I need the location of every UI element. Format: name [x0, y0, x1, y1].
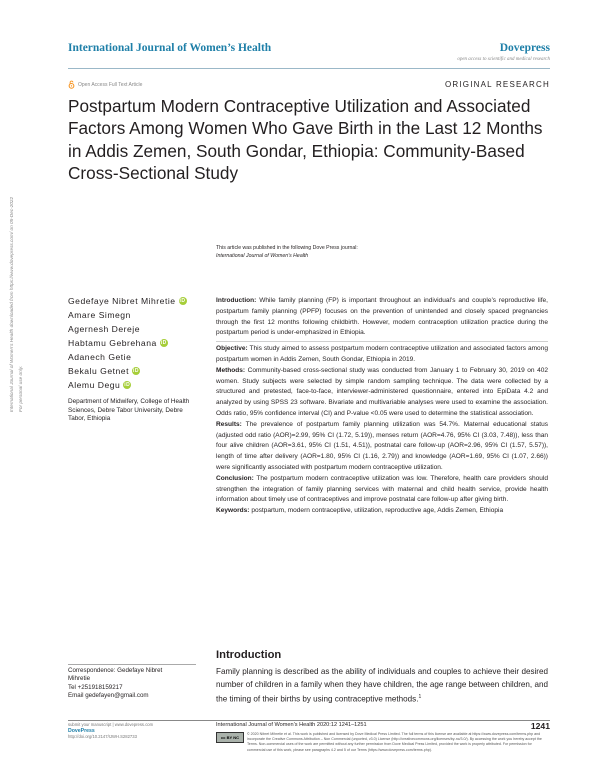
journal-name: International Journal of Women’s Health — [68, 42, 272, 54]
publisher-logo[interactable]: Dovepress — [499, 42, 550, 54]
orcid-icon[interactable]: iD — [179, 298, 186, 304]
correspondence: Correspondence: Gedefaye Nibret Mihretie Tel +251918159217 Email gedefayen@gmail.com — [68, 667, 196, 700]
publication-note — [216, 244, 358, 260]
abstract — [216, 296, 548, 517]
introduction-heading: Introduction — [216, 649, 282, 661]
orcid-icon[interactable]: iD — [132, 368, 139, 374]
license-text: © 2020 Nibret Mihretie et al. This work is published and licensed by Dove Medical Press Limited. The full terms of this license are available at https://www.dovepress.com/terms.php and incorporate the Creative Commons Attribution – Non Commercial (unported, v3.0) License (http://creativecommons.org/licenses/by-nc/3.0/). By accessing the work you hereby accept the Terms. Non-commercial uses of the work are permitted without any further permission from Dove Medical Press Limited, provided the work is properly attributed. For permission for commercial use of this work, please see paragraphs 4.2 and 5 of our Terms (https://www.dovepress.com/terms.php). — [247, 732, 542, 752]
abstract-methods: Methods: Community-based cross-sectional study was conducted from January 1 to February 30, 2019 on 402 women. Study subjects were selected by simple random sampling technique. The data were collected by a structured and pretested, face-to-face, interviewer-administered questionnaire, entered into EpiData 4.2 and analyzed by using SPSS 23 software. Bivariate and multivariable analyses were used to examine the association. Odds ratio, 95% confidence interval (CI) and P-value <0.05 were used to determine the statistical association. — [216, 366, 548, 417]
open-access-label: Open Access Full Text Article — [78, 81, 143, 88]
abstract-objective: Objective: This study aimed to assess postpartum modern contraceptive utilization and associated factors among postpartum women in Addis Zemen, South Gondar, Ethiopia in 2019. — [216, 345, 548, 363]
open-access-badge — [68, 80, 142, 89]
open-access-icon — [68, 80, 75, 89]
submit-link[interactable]: submit your manuscript | www.dovepress.com — [68, 722, 154, 727]
abstract-introduction: Introduction: While family planning (FP) is important throughout an individual’s and couple’s reproductive life, postpartum family planning (PPFP) focuses on the prevention of unintended and closely spaced pregnancies through the first 12 months following childbirth. However, modern contraception utilization practice during the postpartum period is under-emphasized in Ethiopia. — [216, 296, 548, 342]
publication-note-journal: International Journal of Women’s Health — [216, 253, 309, 259]
header-divider — [68, 68, 550, 69]
orcid-icon[interactable]: iD — [124, 382, 131, 388]
article-title: Postpartum Modern Contraceptive Utilization and Associated Factors Among Women Who Gave Birth in the Last 12 Months in Addis Zemen, South Gondar, Ethiopia: Community-Based Cross-Sectional Study — [68, 96, 543, 183]
download-notice: International Journal of Women’s Health downloaded from https://www.dovepress.com/ on 05-Dec-2022 — [9, 196, 14, 412]
abstract-conclusion: Conclusion: The postpartum modern contraceptive utilization was low. Therefore, health care providers should strengthen the integration of family planning services with maternal and child health service, provide health information about timely use of contraceptives and improve postnatal care follow-up after giving birth. — [216, 474, 548, 504]
author[interactable]: Amare Simegn — [68, 310, 131, 320]
personal-use-notice: For personal use only. — [18, 365, 23, 412]
reference-marker[interactable]: 1 — [418, 694, 422, 700]
publisher-tagline: open access to scientific and medical research — [457, 57, 550, 62]
creative-commons-icon[interactable]: cc BY NC — [216, 732, 244, 743]
dovepress-logo[interactable]: DovePress — [68, 728, 95, 734]
footer-links — [68, 722, 196, 740]
affiliation: Department of Midwifery, College of Health Sciences, Debre Tabor University, Debre Tabor, Ethiopia — [68, 398, 190, 422]
author[interactable]: Bekalu Getnet iD — [68, 366, 139, 376]
publication-note-line: This article was published in the following Dove Press journal: — [216, 245, 358, 251]
article-type: ORIGINAL RESEARCH — [444, 80, 550, 89]
abstract-keywords: Keywords: postpartum, modern contraceptive, utilization, reproductive age, Addis Zemen, Ethiopia — [216, 507, 504, 515]
download-watermark — [2, 154, 32, 414]
footer-divider — [68, 720, 550, 721]
abstract-results: Results: The prevalence of postpartum family planning utilization was 54.7%. Maternal educational status (adjusted odd ratio (AOR)=2.99, 95% CI (1.72, 5.19)), menses return (AOR=4.76, 95% CI (3.03, 7.48)), less than four alive children (AOR=3.61, 95% CI (1.51, 4.51)), postnatal care follow-up (AOR=2.96, 95% CI (1.57, 5.57)), length of time after delivery (AOR=1.80, 95% CI (1.16, 2.79)) and knowledge (AOR=1.69, 95% CI (1.07, 2.66)) were significantly associated with postpartum modern contraceptive utilization. — [216, 420, 548, 471]
correspondence-divider — [68, 664, 196, 665]
journal-citation: International Journal of Women’s Health 2020:12 1241–1251 — [216, 722, 367, 728]
author[interactable]: Alemu Degu iD — [68, 380, 131, 390]
page-number: 1241 — [530, 721, 550, 731]
doi-link[interactable]: http://doi.org/10.2147/IJWH.S282733 — [68, 734, 137, 739]
author[interactable]: Agernesh Dereje — [68, 324, 140, 334]
correspondence-email[interactable]: Email gedefayen@gmail.com — [68, 691, 149, 699]
license-block — [216, 732, 550, 753]
author[interactable]: Habtamu Gebrehana iD — [68, 338, 167, 348]
author-list — [68, 294, 187, 392]
author[interactable]: Adanech Getie — [68, 352, 132, 362]
author[interactable]: Gedefaye Nibret Mihretie iD — [68, 296, 186, 306]
orcid-icon[interactable]: iD — [160, 340, 167, 346]
introduction-text: Family planning is described as the ability of individuals and couples to achieve their desired number of children in a family when they have children, the age range between children, and the timing of their births by using contraceptive methods.$^1$ — [216, 667, 548, 704]
